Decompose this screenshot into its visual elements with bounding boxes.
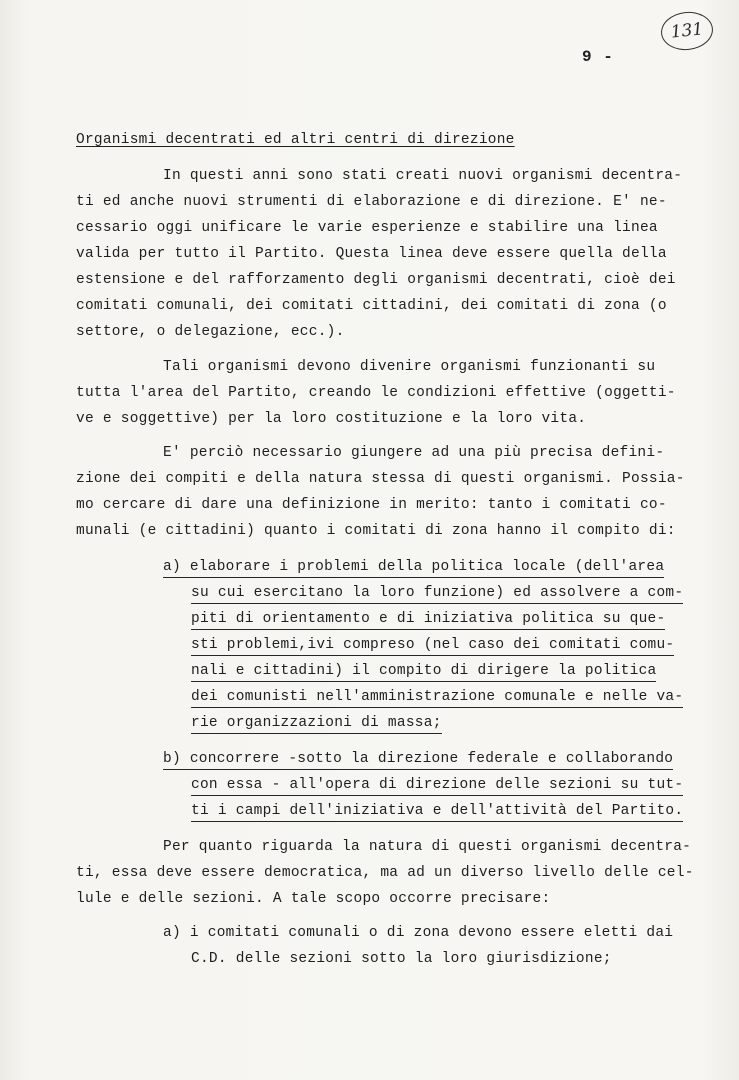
paragraph-4-line-1: Per quanto riguarda la natura di questi organismi decentra- — [163, 839, 692, 855]
item-a-line-4 — [191, 635, 674, 655]
paragraph-3-line-2: zione dei compiti e della natura stessa di questi organismi. Possia- — [76, 471, 685, 487]
item-a-line-7 — [191, 713, 442, 733]
underlined-text: a) elaborare i problemi della politica locale (dell'area — [163, 559, 664, 578]
item-a2-line-2: C.D. delle sezioni sotto la loro giurisdizione; — [191, 951, 612, 967]
paragraph-1-line-3: cessario oggi unificare le varie esperienze e stabilire una linea — [76, 220, 658, 236]
paragraph-3-line-4: munali (e cittadini) quanto i comitati di zona hanno il compito di: — [76, 523, 676, 539]
section-heading: Organismi decentrati ed altri centri di direzione — [76, 132, 515, 148]
paragraph-2-line-2: tutta l'area del Partito, creando le condizioni effettive (oggetti- — [76, 385, 676, 401]
paragraph-1-line-1: In questi anni sono stati creati nuovi organismi decentra- — [163, 168, 683, 184]
underlined-text: sti problemi,ivi compreso (nel caso dei comitati comu- — [191, 637, 674, 656]
paragraph-4-line-2: ti, essa deve essere democratica, ma ad un diverso livello delle cel- — [76, 865, 694, 881]
item-a-line-5 — [191, 661, 656, 681]
underlined-text: piti di orientamento e di iniziativa politica su que- — [191, 611, 665, 630]
underlined-text: su cui esercitano la loro funzione) ed assolvere a com- — [191, 585, 683, 604]
page-number: 9 - — [582, 48, 614, 66]
paragraph-2-line-1: Tali organismi devono divenire organismi funzionanti su — [163, 359, 656, 375]
item-b-line-2 — [191, 775, 683, 795]
item-b-line-1 — [163, 749, 673, 769]
paragraph-3-line-3: mo cercare di dare una definizione in merito: tanto i comitati co- — [76, 497, 667, 513]
paragraph-1-line-6: comitati comunali, dei comitati cittadini, dei comitati di zona (o — [76, 298, 667, 314]
underlined-text: rie organizzazioni di massa; — [191, 715, 442, 734]
item-b-line-3 — [191, 801, 683, 821]
item-a-line-2 — [191, 583, 683, 603]
item-a-line-6 — [191, 687, 683, 707]
item-a-line-3 — [191, 609, 665, 629]
page-stamp: 131 — [659, 9, 715, 52]
paragraph-1-line-5: estensione e del rafforzamento degli organismi decentrati, cioè dei — [76, 272, 676, 288]
paragraph-3-line-1: E' perciò necessario giungere ad una più precisa defini- — [163, 445, 665, 461]
underlined-text: con essa - all'opera di direzione delle sezioni su tut- — [191, 777, 683, 796]
paragraph-1-line-4: valida per tutto il Partito. Questa linea deve essere quella della — [76, 246, 667, 262]
paragraph-1-line-7: settore, o delegazione, ecc.). — [76, 324, 345, 340]
underlined-text: dei comunisti nell'amministrazione comunale e nelle va- — [191, 689, 683, 708]
paragraph-1-line-2: ti ed anche nuovi strumenti di elaborazione e di direzione. E' ne- — [76, 194, 667, 210]
item-a-line-1 — [163, 557, 664, 577]
underlined-text: ti i campi dell'iniziativa e dell'attività del Partito. — [191, 803, 683, 822]
underlined-text: nali e cittadini) il compito di dirigere la politica — [191, 663, 656, 682]
item-a2-line-1: a) i comitati comunali o di zona devono essere eletti dai — [163, 925, 674, 941]
paragraph-4-line-3: lule e delle sezioni. A tale scopo occorre precisare: — [76, 891, 551, 907]
underlined-text: b) concorrere -sotto la direzione federale e collaborando — [163, 751, 673, 770]
paragraph-2-line-3: ve e soggettive) per la loro costituzione e la loro vita. — [76, 411, 587, 427]
